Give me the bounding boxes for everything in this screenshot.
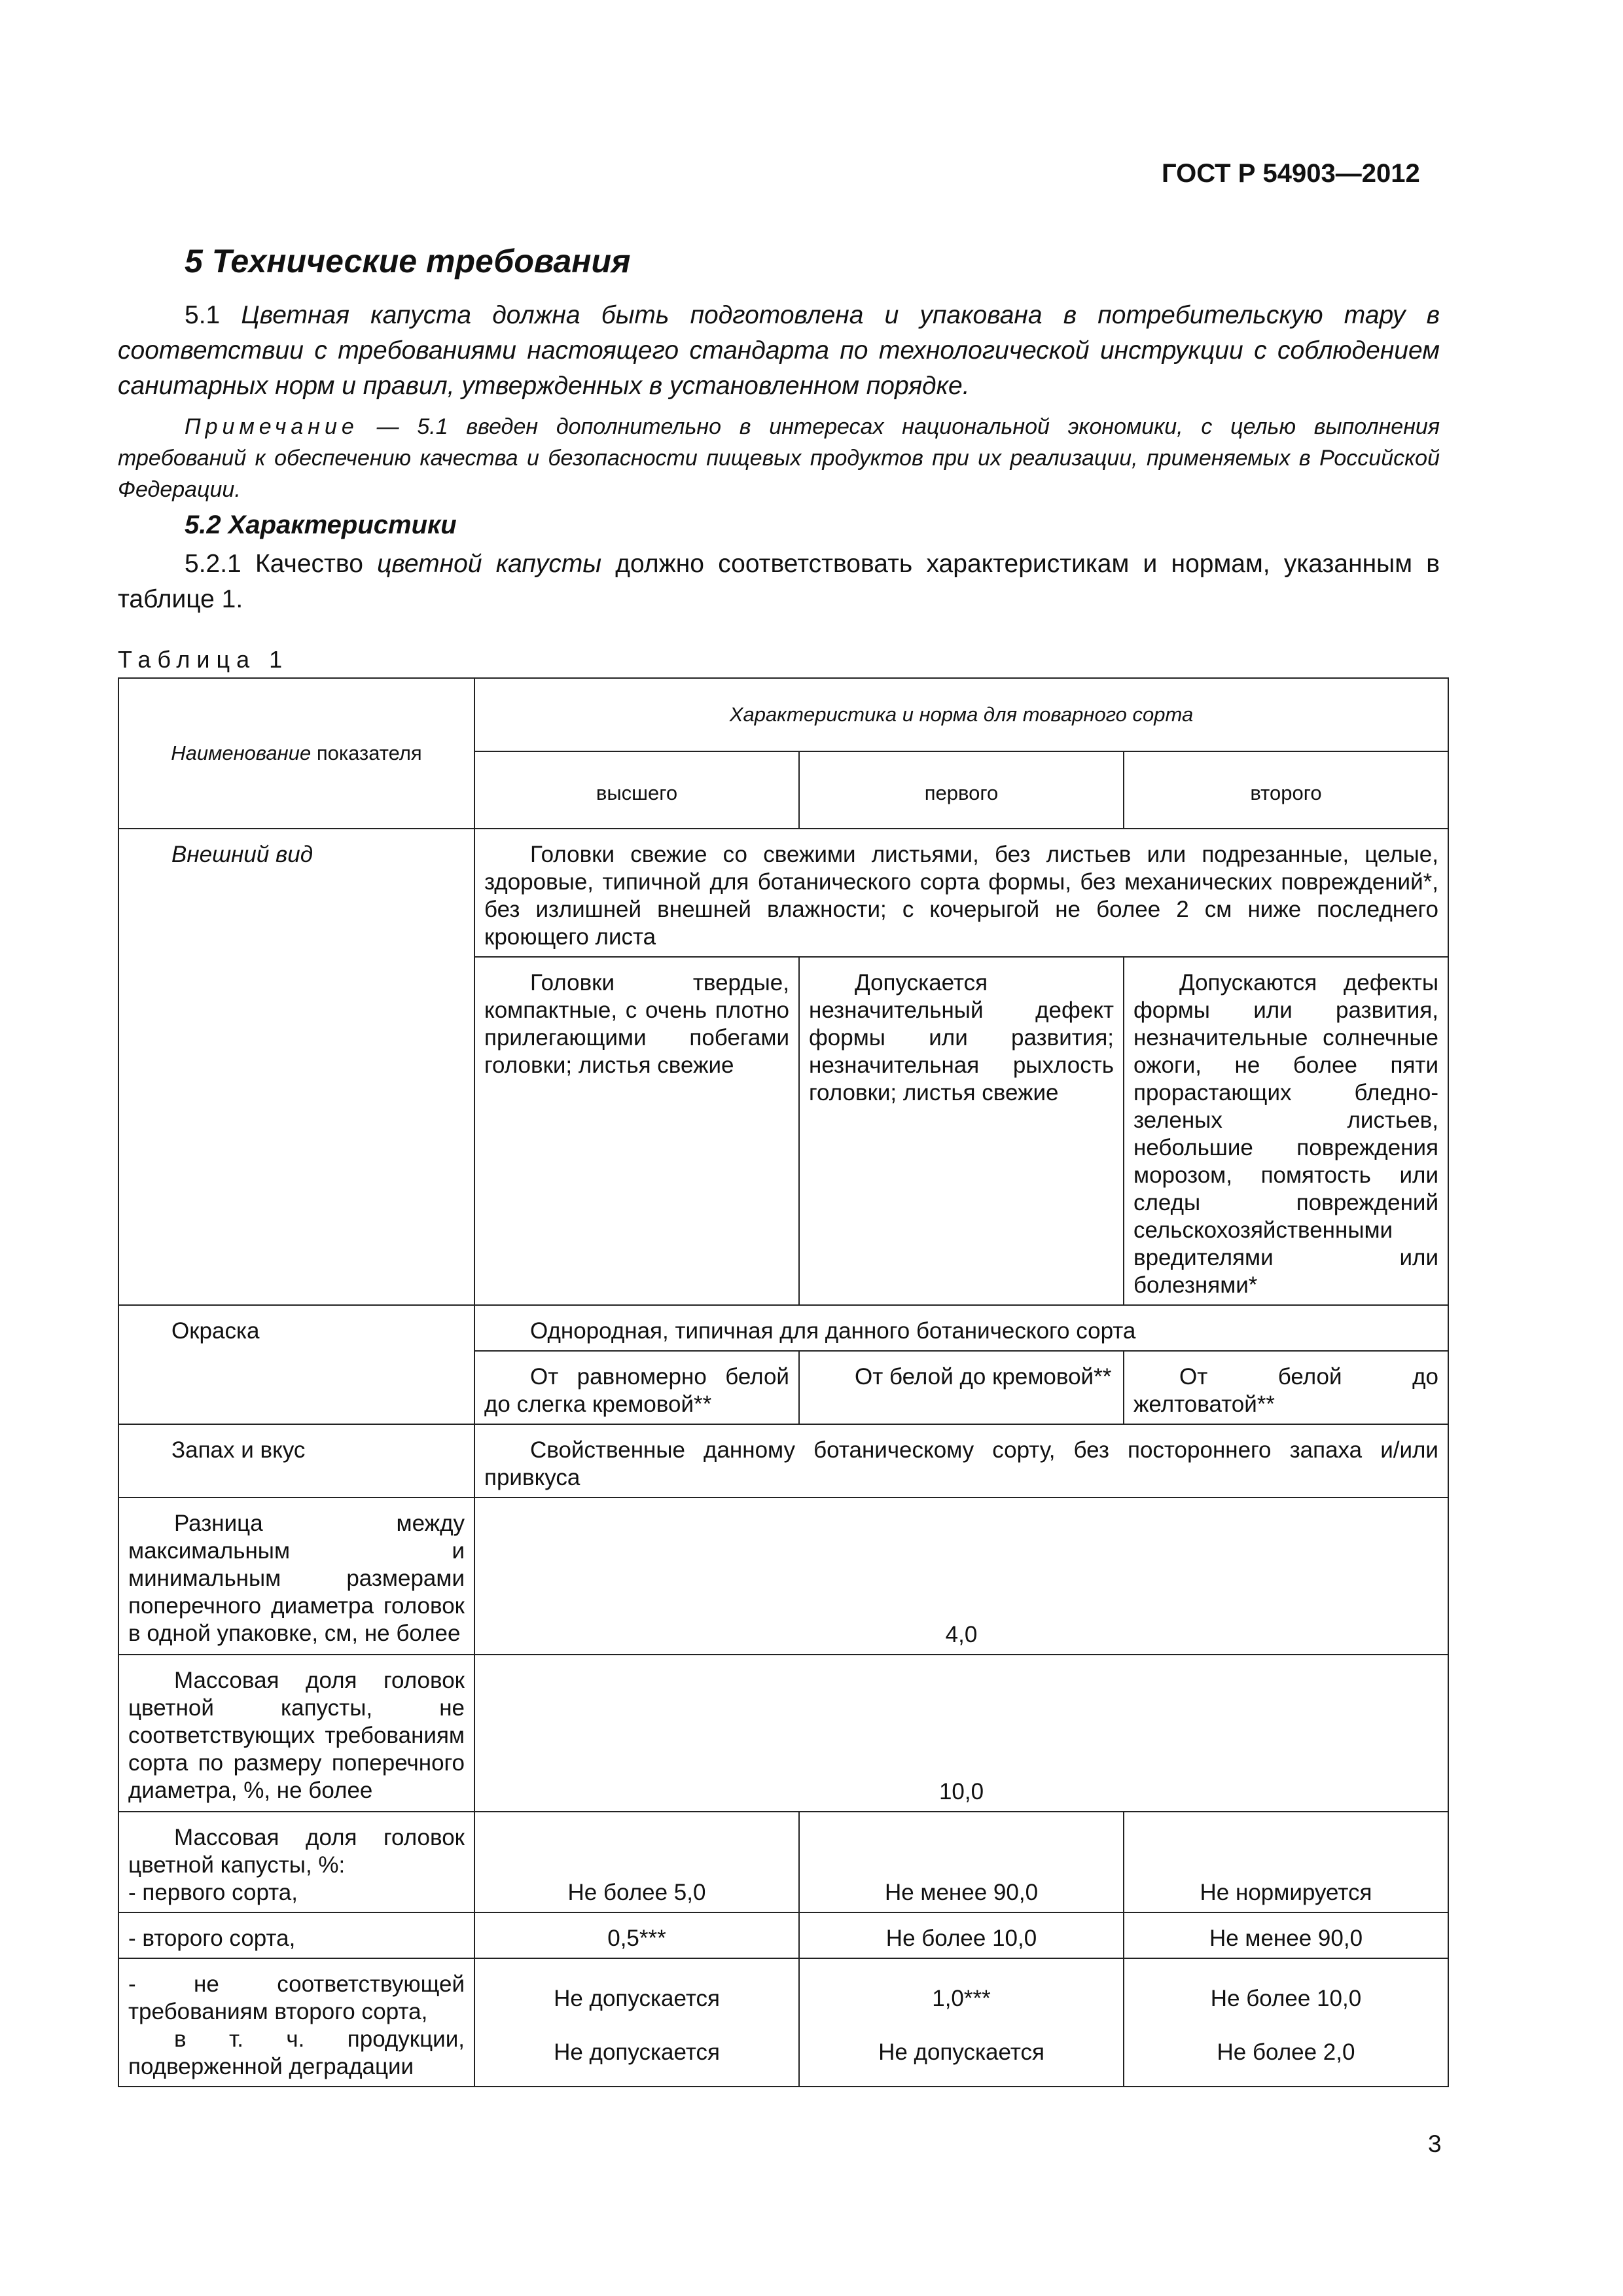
requirements-table	[118, 677, 1449, 2087]
table-row	[118, 1812, 1448, 1912]
appearance-first: Допускается незначительный дефект формы или развития; незначительная рыхлость головки; листья свежие	[799, 957, 1124, 1305]
header-grade-second: второго	[1124, 751, 1448, 829]
mass-second-second: Не менее 90,0	[1124, 1912, 1448, 1958]
mass-second-first: Не более 10,0	[799, 1912, 1124, 1958]
color-first: От белой до кремовой**	[799, 1351, 1124, 1424]
mass-degraded-value: Не более 2,0	[1217, 2039, 1355, 2065]
header-indicator-name	[118, 678, 474, 829]
appearance-common: Головки свежие со свежими листьями, без листьев или подрезанные, целые, здоровые, типичной для ботанического сорта формы, без механических повреждений*, без излишней внешней влажности; с кочерыгой не более 2 см ниже последнего кроющего листа	[474, 829, 1448, 957]
mass-nonconf-value: Не допускается	[554, 1986, 720, 2011]
paragraph-5-2-1	[118, 547, 1440, 617]
header-grade-group: Характеристика и норма для товарного сорта	[474, 678, 1448, 751]
mass-second-premium: 0,5***	[474, 1912, 799, 1958]
mass-first-second: Не нормируется	[1124, 1812, 1448, 1912]
paragraph-text-post: должно соответствовать характеристикам и нормам, указанным в таблице 1.	[118, 550, 1440, 613]
row-name-mass-second: - второго сорта,	[118, 1912, 474, 1958]
paragraph-number: 5.2.1	[185, 550, 241, 578]
note	[118, 411, 1440, 505]
color-second: От белой до желтоватой**	[1124, 1351, 1448, 1424]
header-grade-first: первого	[799, 751, 1124, 829]
appearance-premium: Головки твердые, компактные, с очень плотно прилегающими побегами головки; листья свежие	[474, 957, 799, 1305]
table-row	[118, 1912, 1448, 1958]
row-name-color: Окраска	[118, 1305, 474, 1424]
table-caption: Таблица 1	[118, 646, 289, 673]
mass-degraded-value: Не допускается	[878, 2039, 1044, 2065]
mass-nonconform-value: 10,0	[474, 1655, 1448, 1812]
mass-first-premium: Не более 5,0	[474, 1812, 799, 1912]
mass-nonconf-second	[1124, 1958, 1448, 2087]
row-name-mass-share	[118, 1812, 474, 1912]
standard-number: ГОСТ Р 54903—2012	[1162, 159, 1420, 188]
paragraph-5-1	[118, 298, 1440, 404]
mass-degraded-label: в т. ч. продукции, подверженной деградации	[128, 2026, 465, 2079]
row-name-mass-nonconf	[118, 1958, 474, 2087]
mass-nonconf-value: 1,0***	[932, 1986, 991, 2011]
page-number: 3	[1428, 2130, 1442, 2157]
row-name-smell: Запах и вкус	[118, 1424, 474, 1498]
mass-degraded-value: Не допускается	[554, 2039, 720, 2065]
mass-share-label: Массовая доля головок цветной капусты, %:	[128, 1825, 465, 1878]
note-text: — 5.1 введен дополнительно в интересах национальной экономики, с целью выполнения требований к обеспечению качества и безопасности пищевых продуктов при их реализации, применяемых в Российской Федерации.	[118, 414, 1440, 502]
table-row	[118, 829, 1448, 957]
appearance-second: Допускаются дефекты формы или развития, незначительные солнечные ожоги, не более пяти прорастающих бледно-зеленых листьев, небольшие повреждения морозом, помятость или следы повреждений сельскохозяйственными вредителями или болезнями*	[1124, 957, 1448, 1305]
note-label: Примечание	[185, 414, 359, 439]
diameter-diff-value: 4,0	[474, 1498, 1448, 1655]
color-common: Однородная, типичная для данного ботанического сорта	[474, 1305, 1448, 1351]
table-row	[118, 1424, 1448, 1498]
mass-nonconf-first	[799, 1958, 1124, 2087]
mass-nonconf-label: - не соответствующей требованиям второго сорта,	[128, 1971, 465, 2024]
header-grade-premium: высшего	[474, 751, 799, 829]
table-row	[118, 1958, 1448, 2087]
table-row	[118, 1655, 1448, 1812]
row-name-appearance: Внешний вид	[118, 829, 474, 1305]
table-header-row	[118, 678, 1448, 751]
paragraph-text-pre: Качество	[241, 550, 378, 578]
section-title: 5 Технические требования	[185, 243, 631, 279]
smell-common: Свойственные данному ботаническому сорту, без постороннего запаха и/или привкуса	[474, 1424, 1448, 1498]
paragraph-text-emphasis: цветной капусты	[377, 550, 602, 578]
table-row	[118, 1498, 1448, 1655]
table-row	[118, 1305, 1448, 1351]
mass-first-first: Не менее 90,0	[799, 1812, 1124, 1912]
row-name-diameter-diff: Разница между максимальным и минимальным размерами поперечного диаметра головок в одной упаковке, см, не более	[118, 1498, 474, 1655]
color-premium: От равномерно белой до слегка кремовой**	[474, 1351, 799, 1424]
mass-share-first-label: - первого сорта,	[128, 1880, 298, 1905]
paragraph-number: 5.1	[185, 301, 221, 329]
header-name-em: Наименование	[171, 742, 312, 764]
mass-nonconf-premium	[474, 1958, 799, 2087]
header-name-rest: показателя	[311, 742, 422, 764]
subsection-title: 5.2 Характеристики	[185, 511, 457, 539]
mass-nonconf-value: Не более 10,0	[1210, 1986, 1362, 2011]
row-name-mass-nonconform: Массовая доля головок цветной капусты, не соответствующих требованиям сорта по размеру поперечного диаметра, %, не более	[118, 1655, 474, 1812]
paragraph-text: Цветная капуста должна быть подготовлена и упакована в потребительскую тару в соответствии с требованиями настоящего стандарта по технологической инструкции с соблюдением санитарных норм и правил, утвержденных в установленном порядке.	[118, 301, 1440, 400]
